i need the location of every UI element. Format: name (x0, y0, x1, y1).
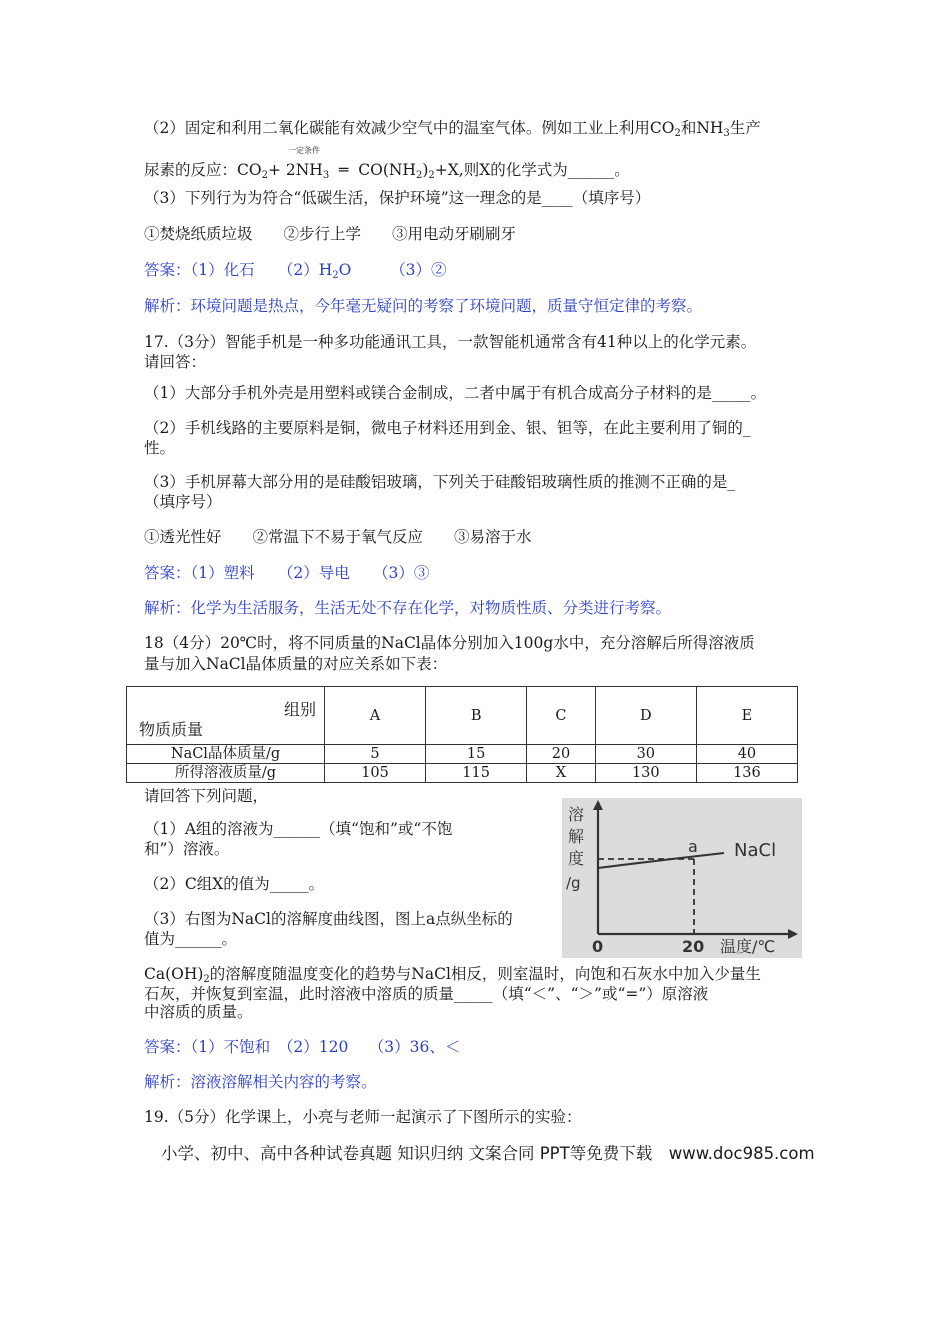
q18-part3-line2: 值为______。 (144, 930, 238, 948)
q18-intro: 请回答下列问题， (144, 787, 269, 805)
table-cell: 136 (696, 764, 797, 783)
q16-options: ①焚烧纸质垃圾 ②步行上学 ③用电动牙刷刷牙 (144, 225, 517, 243)
q17-answer: 答案：（1）塑料 （2）导电 （3）③ (144, 564, 430, 582)
q17-part2-line2: 性。 (144, 439, 176, 457)
table-row (127, 764, 798, 783)
table-header-row (127, 687, 798, 745)
x-axis-label: 温度/℃ (720, 937, 776, 956)
group-header: B (426, 687, 527, 745)
table-cell: 30 (595, 745, 696, 764)
origin-label: 0 (592, 937, 604, 956)
q17-options: ①透光性好 ②常温下不易于氧气反应 ③易溶于水 (144, 528, 532, 546)
y-label-char: 溶 (568, 805, 585, 824)
q17-part2-line1: （2）手机线路的主要原料是铜，微电子材料还用到金、银、钽等，在此主要利用了铜的_ (144, 419, 751, 437)
nacl-curve (598, 853, 724, 868)
q16-part2-line2: 尿素的反应：$CO_2+ 2NH_3$ ═ $CO(NH_2)_2+X$,则X的化学式为______。 (144, 160, 630, 181)
table-cell: 5 (325, 745, 426, 764)
row-label: NaCl晶体质量/g (127, 745, 325, 764)
q18-answer: 答案：（1）不饱和 （2）120 （3）36、＜ (144, 1038, 461, 1056)
solubility-curve-figure (562, 798, 802, 958)
q18-extension-line2: 石灰，并恢复到室温，此时溶液中溶质的质量_____（填“＜”、“＞”或“=”）原溶液 (144, 985, 709, 1003)
x-tick-label: 20 (682, 937, 705, 956)
group-header: D (595, 687, 696, 745)
table-cell: 20 (527, 745, 596, 764)
q18-part2: （2）C组X的值为_____。 (144, 875, 325, 893)
q17-part3-line2: （填序号） (144, 493, 222, 511)
q17-part3-line1: （3）手机屏幕大部分用的是硅酸铝玻璃，下列关于硅酸铝玻璃性质的推测不正确的是_ (144, 473, 736, 491)
group-header: C (527, 687, 596, 745)
q18-part1-line2: 和”）溶液。 (144, 840, 230, 858)
table-cell: 105 (325, 764, 426, 783)
q18-stem-line1: 18（4分）20℃时，将不同质量的NaCl晶体分别加入100g水中，充分溶解后所得溶液质 (144, 634, 755, 652)
q16-analysis: 解析：环境问题是热点，今年毫无疑问的考察了环境问题，质量守恒定律的考察。 (144, 297, 703, 315)
q18-extension-line3: 中溶质的质量。 (144, 1003, 253, 1021)
q17-stem-line2: 请回答： (144, 353, 207, 371)
row-label: 所得溶液质量/g (127, 764, 325, 783)
q19-stem: 19.（5分）化学课上，小亮与老师一起演示了下图所示的实验： (144, 1108, 582, 1126)
page-footer: 小学、初中、高中各种试卷真题 知识归纳 文案合同 PPT等免费下载 www.doc985.com (161, 1144, 815, 1163)
q16-part3: （3）下列行为为符合“低碳生活，保护环境”这一理念的是____（填序号） (144, 189, 651, 207)
curve-label-nacl: NaCl (734, 840, 777, 861)
q18-part1-line1: （1）A组的溶液为______（填“饱和”或“不饱 (144, 820, 453, 838)
equals-sign: ═ (339, 160, 349, 179)
table-cell: 115 (426, 764, 527, 783)
x-axis-arrow (788, 929, 798, 939)
point-a-label: a (688, 837, 698, 856)
solubility-curve-svg (562, 798, 802, 958)
nacl-table (126, 686, 798, 783)
y-axis-arrow (593, 800, 603, 810)
q18-part3-line1: （3）右图为NaCl的溶解度曲线图，图上a点纵坐标的 (144, 910, 513, 928)
corner-label-group: 组别 (283, 700, 316, 719)
q16-answer: 答案：（1）化石 $(2)H_2O$ （3）② (144, 261, 447, 281)
q18-stem-line2: 量与加入NaCl晶体质量的对应关系如下表： (144, 655, 448, 673)
group-header: E (696, 687, 797, 745)
table-row (127, 745, 798, 764)
q17-analysis: 解析：化学为生活服务，生活无处不存在化学，对物质性质、分类进行考察。 (144, 599, 672, 617)
table-cell: X (527, 764, 596, 783)
table-corner-cell (127, 687, 325, 745)
q18-analysis: 解析：溶液溶解相关内容的考察。 (144, 1073, 377, 1091)
q16-part2-line1: （2）固定和利用二氧化碳能有效减少空气中的温室气体。例如工业上利用$CO_2$和$NH_3$生产 (144, 119, 761, 139)
q18-extension-line1: $Ca(OH)_2$的溶解度随温度变化的趋势与NaCl相反，则室温时，向饱和石灰水中加入少量生 (144, 965, 761, 985)
q17-stem-line1: 17.（3分）智能手机是一种多功能通讯工具，一款智能机通常含有41种以上的化学元素。 (144, 333, 757, 351)
table-cell: 40 (696, 745, 797, 764)
y-label-char: 解 (568, 827, 585, 846)
q17-part1: （1）大部分手机外壳是用塑料或镁合金制成，二者中属于有机合成高分子材料的是_____。 (144, 384, 767, 402)
table-cell: 15 (426, 745, 527, 764)
y-label-char: 度 (568, 849, 585, 868)
corner-label-quantity: 物质质量 (139, 720, 204, 739)
reaction-condition: 一定条件 (288, 146, 320, 155)
table-cell: 130 (595, 764, 696, 783)
y-label-char: /g (566, 874, 581, 892)
group-header: A (325, 687, 426, 745)
